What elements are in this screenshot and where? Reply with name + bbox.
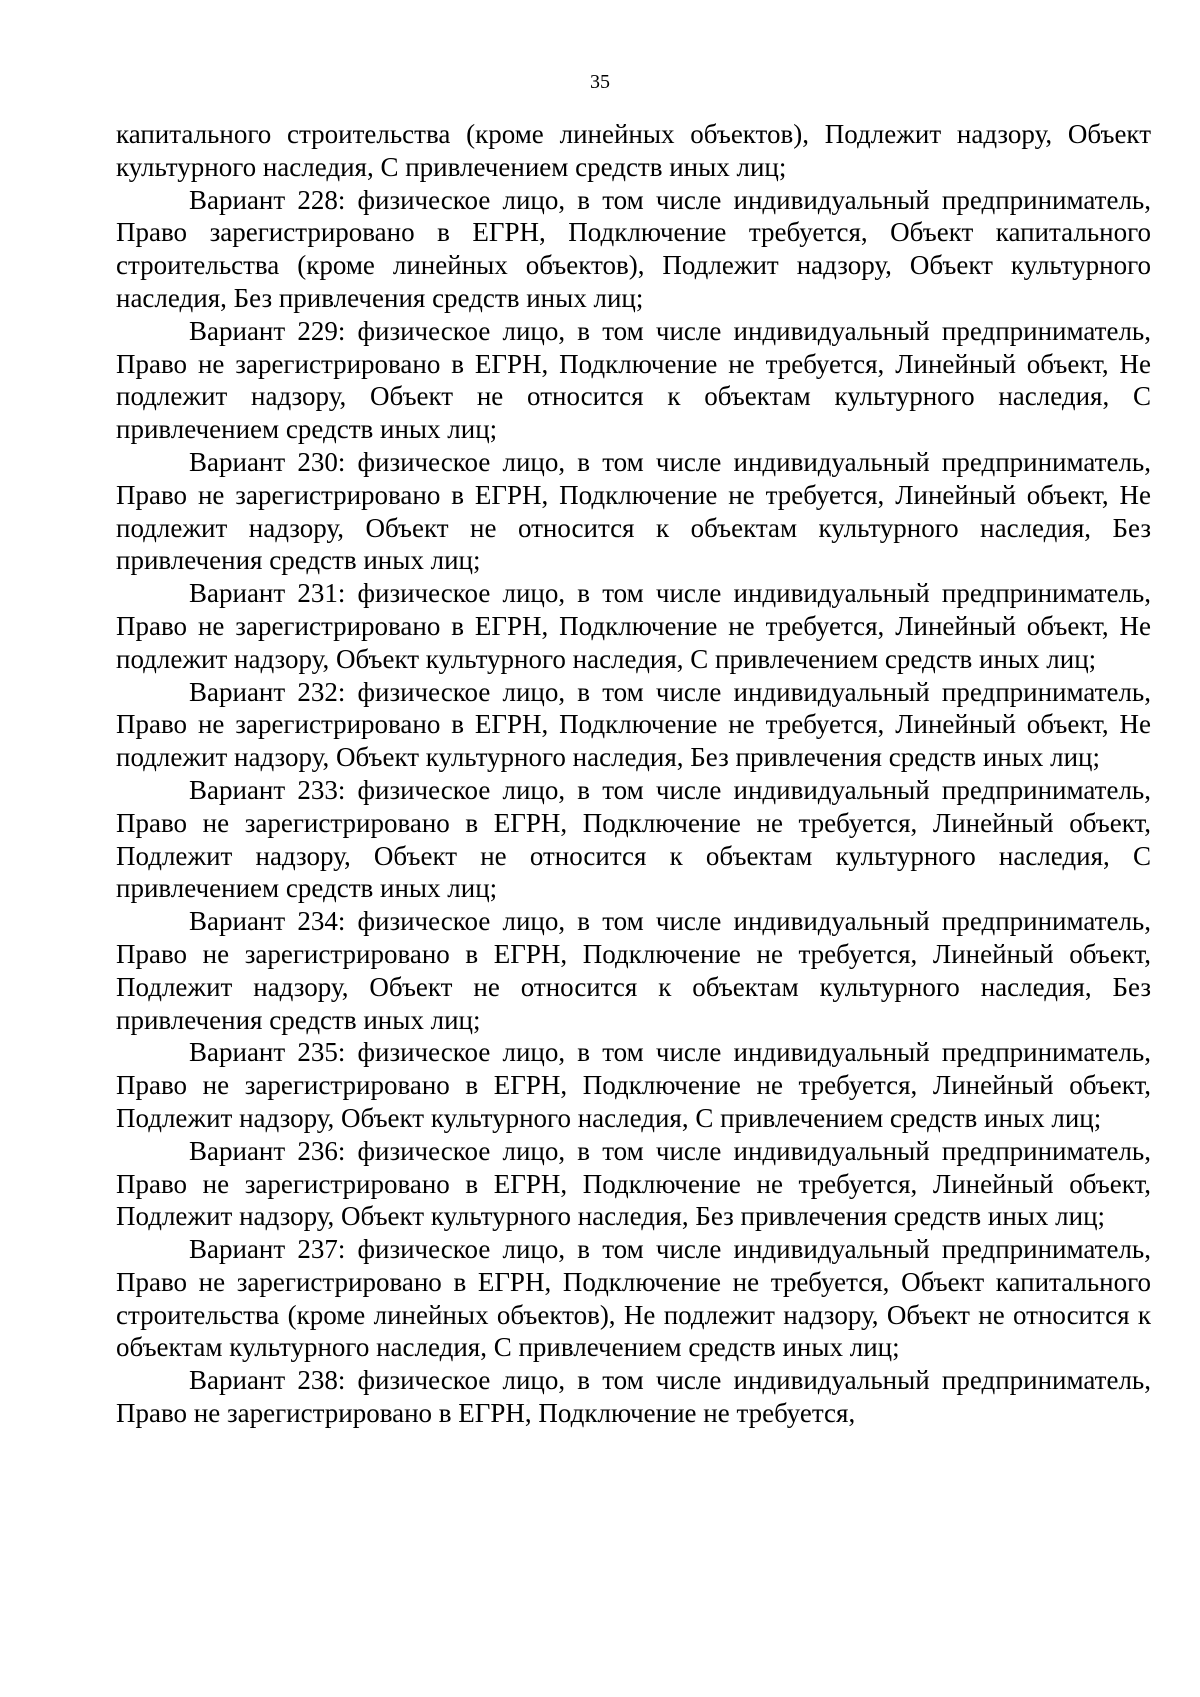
paragraph-continuation: капитального строительства (кроме линейных объектов), Подлежит надзору, Объект культурного наследия, С привлечением средств иных лиц; xyxy=(116,119,1151,182)
paragraph-variant-230: Вариант 230: физическое лицо, в том числе индивидуальный предприниматель, Право не зарегистрировано в ЕГРН, Подключение не требуется, Линейный объект, Не подлежит надзору, Объект не относится к объектам культурного наследия, Без привлечения средств иных лиц; xyxy=(116,446,1151,576)
paragraph-variant-235: Вариант 235: физическое лицо, в том числе индивидуальный предприниматель, Право не зарегистрировано в ЕГРН, Подключение не требуется, Линейный объект, Подлежит надзору, Объект культурного наследия, С привлечением средств иных лиц; xyxy=(116,1037,1151,1133)
paragraph-variant-237: Вариант 237: физическое лицо, в том числе индивидуальный предприниматель, Право не зарегистрировано в ЕГРН, Подключение не требуется, Объект капитального строительства (кроме линейных объектов), Не подлежит надзору, Объект не относится к объектам культурного наследия, С привлечением средств иных лиц; xyxy=(116,1234,1151,1363)
paragraph-variant-229: Вариант 229: физическое лицо, в том числе индивидуальный предприниматель, Право не зарегистрировано в ЕГРН, Подключение не требуется, Линейный объект, Не подлежит надзору, Объект не относится к объектам культурного наследия, С привлечением средств иных лиц; xyxy=(116,315,1151,445)
paragraph-variant-233: Вариант 233: физическое лицо, в том числе индивидуальный предприниматель, Право не зарегистрировано в ЕГРН, Подключение не требуется, Линейный объект, Подлежит надзору, Объект не относится к объектам культурного наследия, С привлечением средств иных лиц; xyxy=(116,774,1151,904)
paragraph-variant-236: Вариант 236: физическое лицо, в том числе индивидуальный предприниматель, Право не зарегистрировано в ЕГРН, Подключение не требуется, Линейный объект, Подлежит надзору, Объект культурного наследия, Без привлечения средств иных лиц; xyxy=(116,1135,1151,1232)
paragraph-variant-238: Вариант 238: физическое лицо, в том числе индивидуальный предприниматель, Право не зарегистрировано в ЕГРН, Подключение не требуется, xyxy=(116,1365,1151,1429)
page-number: 35 xyxy=(590,71,610,93)
paragraph-variant-232: Вариант 232: физическое лицо, в том числе индивидуальный предприниматель, Право не зарегистрировано в ЕГРН, Подключение не требуется, Линейный объект, Не подлежит надзору, Объект культурного наследия, Без привлечения средств иных лиц; xyxy=(116,676,1151,773)
paragraph-variant-228: Вариант 228: физическое лицо, в том числе индивидуальный предприниматель, Право зарегистрировано в ЕГРН, Подключение требуется, Объект капитального строительства (кроме линейных объектов), Подлежит надзору, Объект культурного наследия, Без привлечения средств иных лиц; xyxy=(116,184,1151,313)
paragraph-variant-231: Вариант 231: физическое лицо, в том числе индивидуальный предприниматель, Право не зарегистрировано в ЕГРН, Подключение не требуется, Линейный объект, Не подлежит надзору, Объект культурного наследия, С привлечением средств иных лиц; xyxy=(116,578,1151,674)
paragraph-variant-234: Вариант 234: физическое лицо, в том числе индивидуальный предприниматель, Право не зарегистрировано в ЕГРН, Подключение не требуется, Линейный объект, Подлежит надзору, Объект не относится к объектам культурного наследия, Без привлечения средств иных лиц; xyxy=(116,906,1151,1035)
document-body xyxy=(116,118,1151,1430)
